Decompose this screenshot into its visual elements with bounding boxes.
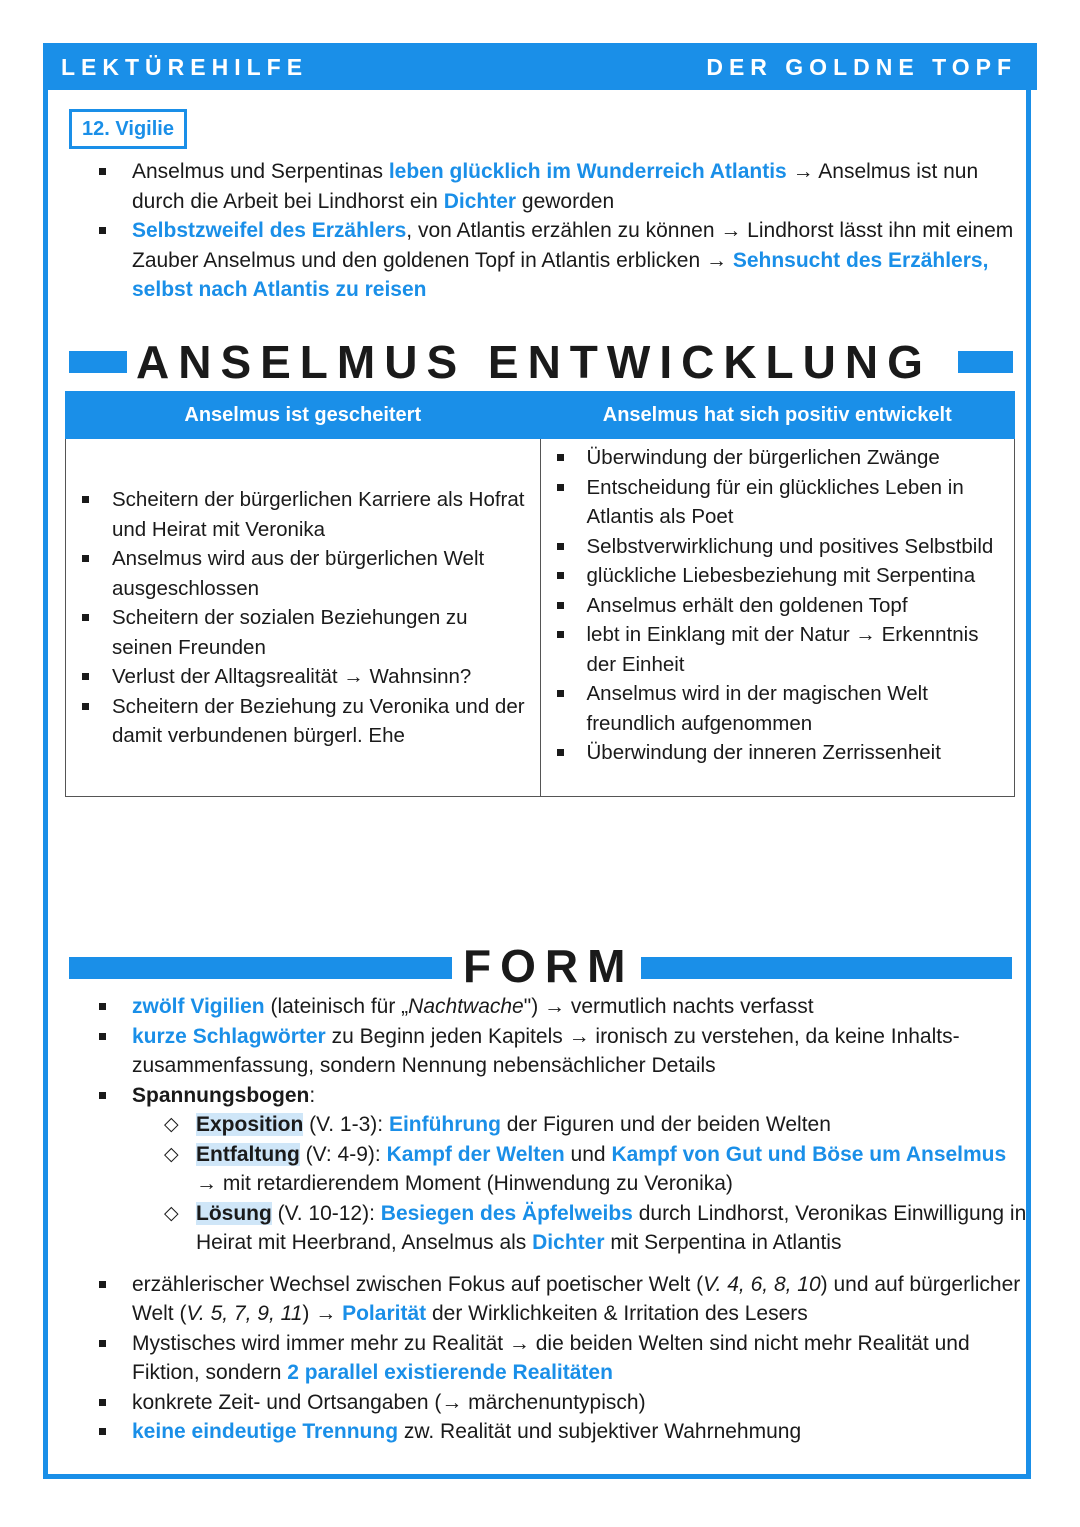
list-item: kurze Schlagwörter zu Beginn jeden Kapitels → ironisch zu verstehen, da keine Inhalts-zusammenfassung, sondern Nennung nebensächlicher Details: [68, 1022, 1028, 1081]
list-item: ◇ Exposition (V. 1-3): Einführung der Figuren und der beiden Welten: [68, 1110, 1028, 1140]
list-item: Selbstverwirklichung und positives Selbstbild: [541, 532, 1007, 562]
list-item: glückliche Liebesbeziehung mit Serpentina: [541, 561, 1007, 591]
list-item: Anselmus und Serpentinas leben glücklich im Wunderreich Atlantis → Anselmus ist nun durch die Arbeit bei Lindhorst ein Dichter geworden: [68, 157, 1018, 216]
list-item: Anselmus wird aus der bürgerlichen Welt ausgeschlossen: [66, 544, 528, 603]
table-cell-gescheitert: [66, 439, 541, 797]
header-right: DER GOLDNE TOPF: [706, 54, 1017, 80]
heading-bar-left: [69, 351, 127, 373]
table-cell-positiv: [540, 439, 1015, 797]
section-title-12: 12. Vigilie: [69, 109, 187, 149]
list-item: Selbstzweifel des Erzählers, von Atlantis erzählen zu können → Lindhorst lässt ihn mit einem Zauber Anselmus und den goldenen Topf in Atlantis erblicken → Sehnsucht des Erzählers, selbst nach Atlantis zu reisen: [68, 216, 1018, 305]
list-item: Anselmus erhält den goldenen Topf: [541, 591, 1007, 621]
list-item: zwölf Vigilien (lateinisch für „Nachtwache") → vermutlich nachts verfasst: [68, 992, 1028, 1022]
heading-form: FORM: [463, 940, 635, 992]
form-list: [68, 992, 1028, 1447]
form-bar-left: [69, 957, 452, 979]
form-bar-right: [641, 957, 1012, 979]
list-item: keine eindeutige Trennung zw. Realität und subjektiver Wahrnehmung: [68, 1417, 1028, 1447]
table-header-positiv: Anselmus hat sich positiv entwickelt: [540, 392, 1015, 439]
heading-bar-right: [958, 351, 1013, 373]
list-item: ◇ Entfaltung (V: 4-9): Kampf der Welten und Kampf von Gut und Böse um Anselmus → mit retardierendem Moment (Hinwendung zu Veronika): [68, 1140, 1028, 1199]
entwicklung-table: [65, 391, 1015, 797]
heading-entwicklung: ANSELMUS ENTWICKLUNG: [136, 336, 932, 388]
list-item: Scheitern der Beziehung zu Veronika und der damit verbundenen bürgerl. Ehe: [66, 692, 528, 751]
list-item: konkrete Zeit- und Ortsangaben (→ märchenuntypisch): [68, 1388, 1028, 1418]
list-item: Anselmus wird in der magischen Welt freundlich aufgenommen: [541, 679, 1007, 738]
list-item: Mystisches wird immer mehr zu Realität → die beiden Welten sind nicht mehr Realität und Fiktion, sondern 2 parallel existierende Realitäten: [68, 1329, 1028, 1388]
list-item: Entscheidung für ein glückliches Leben in Atlantis als Poet: [541, 473, 1007, 532]
list-item: Verlust der Alltagsrealität → Wahnsinn?: [66, 662, 528, 692]
header-left: LEKTÜREHILFE: [61, 54, 309, 80]
list-item: Spannungsbogen:: [68, 1081, 1028, 1111]
list-item: lebt in Einklang mit der Natur → Erkenntnis der Einheit: [541, 620, 1007, 679]
section-12-list: [68, 157, 1018, 305]
list-item: ◇ Lösung (V. 10-12): Besiegen des Äpfelweibs durch Lindhorst, Veronikas Einwilligung in Heirat mit Heerbrand, Anselmus als Dichter mit Serpentina in Atlantis: [68, 1199, 1028, 1258]
list-item: Scheitern der bürgerlichen Karriere als Hofrat und Heirat mit Veronika: [66, 485, 528, 544]
list-item: Überwindung der bürgerlichen Zwänge: [541, 443, 1007, 473]
table-header-gescheitert: Anselmus ist gescheitert: [66, 392, 541, 439]
header-bar: [43, 43, 1037, 90]
list-item: Scheitern der sozialen Beziehungen zu seinen Freunden: [66, 603, 528, 662]
list-item: Überwindung der inneren Zerrissenheit: [541, 738, 1007, 768]
list-item: erzählerischer Wechsel zwischen Fokus auf poetischer Welt (V. 4, 6, 8, 10) und auf bürgerlicher Welt (V. 5, 7, 9, 11) → Polarität der Wirklichkeiten & Irritation des Lesers: [68, 1270, 1028, 1329]
